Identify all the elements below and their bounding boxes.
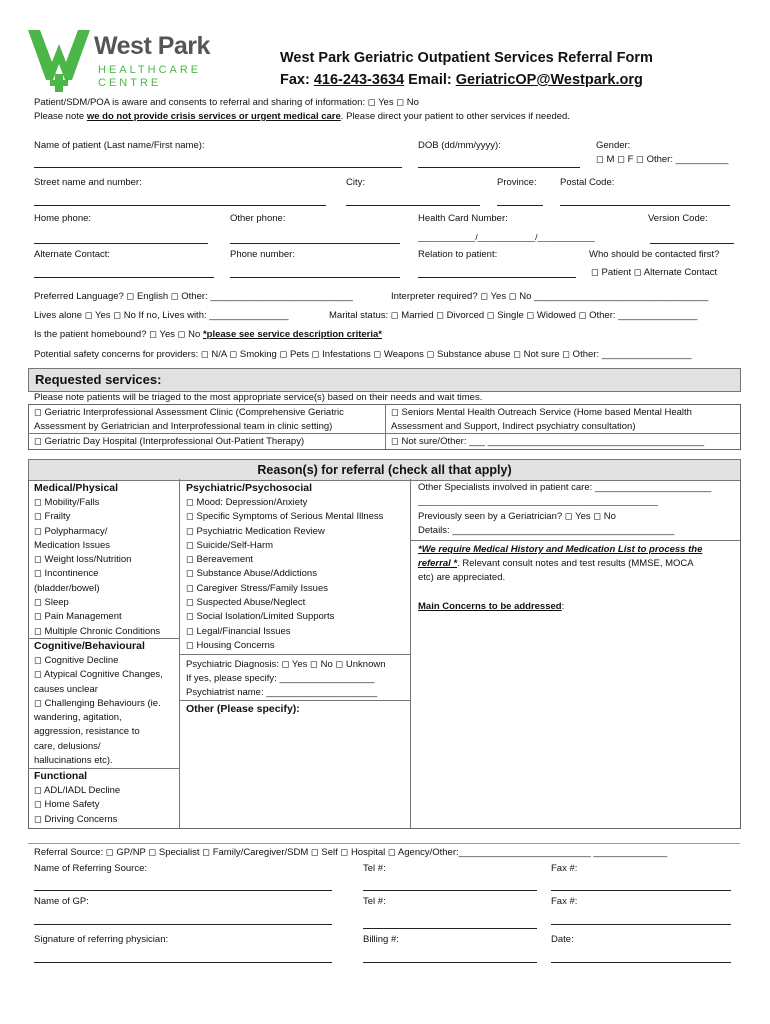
tel-field-1[interactable] bbox=[363, 890, 537, 891]
services-note: Please note patients will be triaged to the most appropriate service(s) based on their needs and wait times. bbox=[34, 392, 483, 403]
health-card-field[interactable]: ____________/____________/____________ bbox=[418, 232, 595, 242]
list-item: Medication Issues bbox=[34, 539, 111, 551]
list-item: care, delusions/ bbox=[34, 740, 101, 752]
list-item[interactable]: ◻ Legal/Financial Issues bbox=[186, 625, 291, 637]
homebound-note: *please see service description criteria* bbox=[202, 329, 382, 340]
list-item[interactable]: ◻ Substance Abuse/Addictions bbox=[186, 568, 317, 580]
email-label: Email: bbox=[404, 72, 456, 88]
version-code-label: Version Code: bbox=[648, 213, 708, 224]
gp-name-field[interactable] bbox=[34, 924, 332, 925]
reasons-header bbox=[28, 459, 741, 481]
province-field[interactable] bbox=[497, 205, 543, 206]
main-concerns-label: Main Concerns to be addressed: bbox=[418, 601, 565, 612]
requirement-referral: referral * bbox=[418, 558, 458, 569]
psych-list bbox=[186, 496, 383, 653]
medical-title: Medical/Physical bbox=[34, 482, 119, 494]
list-item[interactable]: ◻ Home Safety bbox=[34, 799, 100, 811]
list-item[interactable]: ◻ Atypical Cognitive Changes, bbox=[34, 669, 163, 681]
consent-line[interactable]: Patient/SDM/POA is aware and consents to referral and sharing of information: ◻ Yes ◻ No bbox=[34, 97, 419, 108]
list-item[interactable]: ◻ Polypharmacy/ bbox=[34, 525, 108, 537]
service-day-hospital[interactable]: ◻ Geriatric Day Hospital (Interprofessional Out-Patient Therapy) bbox=[34, 436, 305, 447]
west-park-logo-mark-icon bbox=[28, 22, 90, 92]
billing-label: Billing #: bbox=[363, 934, 399, 945]
functional-list bbox=[34, 784, 120, 827]
psych-diagnosis[interactable]: Psychiatric Diagnosis: ◻ Yes ◻ No ◻ Unknown bbox=[186, 659, 386, 670]
logo-wordmark: West Park bbox=[94, 32, 210, 60]
alternate-contact-field[interactable] bbox=[34, 277, 214, 278]
contact-line bbox=[280, 72, 643, 88]
contacted-first-label: Who should be contacted first? bbox=[589, 249, 720, 260]
list-item[interactable]: ◻ Challenging Behaviours (ie. bbox=[34, 697, 161, 709]
tel-field-2[interactable] bbox=[363, 928, 537, 929]
street-field[interactable] bbox=[34, 205, 326, 206]
relation-label: Relation to patient: bbox=[418, 249, 498, 260]
form-title: West Park Geriatric Outpatient Services Referral Form bbox=[280, 50, 653, 66]
tel-label-1: Tel #: bbox=[363, 863, 386, 874]
list-item[interactable]: ◻ ADL/IADL Decline bbox=[34, 785, 121, 796]
main-concerns-area[interactable] bbox=[418, 616, 732, 821]
signature-label: Signature of referring physician: bbox=[34, 934, 169, 945]
psych-title: Psychiatric/Psychosocial bbox=[186, 482, 313, 494]
list-item[interactable]: ◻ Weight loss/Nutrition bbox=[34, 554, 132, 566]
list-item[interactable]: ◻ Sleep bbox=[34, 597, 69, 609]
gp-name-label: Name of GP: bbox=[34, 896, 89, 907]
city-label: City: bbox=[346, 177, 365, 188]
service-seniors-mental-health[interactable]: ◻ Seniors Mental Health Outreach Service (Home based Mental Health bbox=[391, 407, 692, 418]
fax-label-1: Fax #: bbox=[551, 863, 578, 874]
billing-field[interactable] bbox=[363, 962, 537, 963]
list-item[interactable]: ◻ Specific Symptoms of Serious Mental Illness bbox=[186, 511, 384, 523]
health-card-label: Health Card Number: bbox=[418, 213, 508, 224]
alternate-contact-label: Alternate Contact: bbox=[34, 249, 111, 260]
province-label: Province: bbox=[497, 177, 537, 188]
phone-number-field[interactable] bbox=[230, 277, 400, 278]
fax-label-2: Fax #: bbox=[551, 896, 578, 907]
main-concerns-text: Main Concerns to be addressed bbox=[418, 601, 562, 612]
fax-number: 416-243-3634 bbox=[313, 72, 405, 88]
list-item[interactable]: ◻ Social Isolation/Limited Supports bbox=[186, 611, 335, 623]
city-field[interactable] bbox=[346, 205, 480, 206]
date-field[interactable] bbox=[551, 962, 731, 963]
tel-label-2: Tel #: bbox=[363, 896, 386, 907]
other-phone-label: Other phone: bbox=[230, 213, 286, 224]
patient-name-field[interactable] bbox=[34, 167, 402, 168]
patient-name-label: Name of patient (Last name/First name): bbox=[34, 140, 205, 151]
list-item[interactable]: ◻ Driving Concerns bbox=[34, 813, 118, 825]
other-specialists[interactable]: Other Specialists involved in patient care: ______________________ bbox=[418, 482, 712, 493]
cognitive-title: Cognitive/Behavioural bbox=[34, 640, 145, 652]
other-phone-field[interactable] bbox=[230, 243, 400, 244]
date-label: Date: bbox=[551, 934, 574, 945]
psych-diagnosis-specify[interactable]: If yes, please specify: __________________ bbox=[186, 673, 375, 684]
list-item[interactable]: ◻ Psychiatric Medication Review bbox=[186, 525, 325, 537]
other-specify-title: Other (Please specify): bbox=[186, 703, 300, 715]
requirement-note-2 bbox=[418, 558, 694, 569]
list-item[interactable]: ◻ Suicide/Self-Harm bbox=[186, 539, 274, 551]
relation-field[interactable] bbox=[418, 277, 576, 278]
other-specialists-line[interactable]: ____________________________________________________ bbox=[418, 496, 658, 506]
medical-list bbox=[34, 496, 160, 639]
list-item: hallucinations etc). bbox=[34, 755, 113, 767]
list-item: (bladder/bowel) bbox=[34, 582, 100, 594]
street-label: Street name and number: bbox=[34, 177, 142, 188]
requirement-note-1: *We require Medical History and Medication List to process the bbox=[418, 544, 703, 555]
service-seniors-mental-health-desc: Assessment and Support, Indirect psychiatry consultation) bbox=[391, 421, 636, 432]
service-giac[interactable]: ◻ Geriatric Interprofessional Assessment Clinic (Comprehensive Geriatric bbox=[34, 407, 344, 418]
gender-options[interactable]: ◻ M ◻ F ◻ Other: __________ bbox=[596, 154, 729, 165]
list-item[interactable]: ◻ Mobility/Falls bbox=[34, 497, 100, 508]
list-item[interactable]: ◻ Suspected Abuse/Neglect bbox=[186, 597, 306, 609]
previously-seen-geriatrician[interactable]: Previously seen by a Geriatrician? ◻ Yes ◻ No bbox=[418, 511, 616, 522]
requested-services-header bbox=[28, 368, 741, 392]
interpreter-required[interactable]: Interpreter required? ◻ Yes ◻ No _________________________________ bbox=[391, 291, 709, 302]
lives-alone[interactable]: Lives alone ◻ Yes ◻ No If no, Lives with: _______________ bbox=[34, 310, 289, 321]
list-item: aggression, resistance to bbox=[34, 726, 140, 738]
list-item[interactable]: ◻ Mood: Depression/Anxiety bbox=[186, 497, 308, 508]
preferred-language[interactable]: Preferred Language? ◻ English ◻ Other: ___________________________ bbox=[34, 291, 353, 302]
version-code-field[interactable] bbox=[650, 243, 734, 244]
contacted-first-options[interactable]: ◻ Patient ◻ Alternate Contact bbox=[591, 267, 718, 278]
list-item: causes unclear bbox=[34, 683, 98, 695]
list-item[interactable]: ◻ Incontinence bbox=[34, 568, 99, 580]
postal-field[interactable] bbox=[560, 205, 730, 206]
list-item[interactable]: ◻ Pain Management bbox=[34, 611, 122, 623]
referring-source-field[interactable] bbox=[34, 890, 332, 891]
geriatrician-details[interactable]: Details: __________________________________________ bbox=[418, 525, 675, 536]
notice-line bbox=[34, 111, 570, 122]
list-item[interactable]: ◻ Caregiver Stress/Family Issues bbox=[186, 582, 328, 594]
home-phone-field[interactable] bbox=[34, 243, 208, 244]
dob-label: DOB (dd/mm/yyyy): bbox=[418, 140, 501, 151]
postal-label: Postal Code: bbox=[560, 177, 615, 188]
list-item[interactable]: ◻ Multiple Chronic Conditions bbox=[34, 625, 161, 637]
list-item[interactable]: ◻ Bereavement bbox=[186, 554, 254, 566]
signature-field[interactable] bbox=[34, 962, 332, 963]
homebound-question: Is the patient homebound? ◻ Yes ◻ No bbox=[34, 329, 203, 340]
reasons-title: Reason(s) for referral (check all that apply) bbox=[257, 463, 512, 477]
fax-label: Fax: bbox=[280, 72, 314, 88]
notice-emphasis: we do not provide crisis services or urgent medical care bbox=[86, 111, 341, 122]
psychiatrist-name[interactable]: Psychiatrist name: _____________________ bbox=[186, 687, 378, 698]
homebound[interactable] bbox=[34, 329, 382, 340]
referral-source[interactable]: Referral Source: ◻ GP/NP ◻ Specialist ◻ Family/Caregiver/SDM ◻ Self ◻ Hospital ◻ Agency/Other:_________________________ ______________ bbox=[34, 847, 668, 858]
dob-field[interactable] bbox=[418, 167, 580, 168]
list-item[interactable]: ◻ Frailty bbox=[34, 511, 71, 523]
notice-pre: Please note bbox=[34, 111, 87, 122]
email-link[interactable]: GeriatricOP@Westpark.org bbox=[455, 72, 643, 88]
phone-number-label: Phone number: bbox=[230, 249, 295, 260]
list-item[interactable]: ◻ Cognitive Decline bbox=[34, 655, 119, 666]
logo-subtitle-1: HEALTHCARE bbox=[98, 64, 202, 76]
logo-subtitle-2: CENTRE bbox=[98, 77, 162, 89]
west-park-logo bbox=[28, 22, 228, 92]
fax-field-2[interactable] bbox=[551, 924, 731, 925]
requirement-detail: . Relevant consult notes and test results (MMSE, MOCA bbox=[457, 558, 694, 569]
service-not-sure[interactable]: ◻ Not sure/Other: ___ _________________________________________ bbox=[391, 436, 705, 447]
list-item[interactable]: ◻ Housing Concerns bbox=[186, 639, 275, 651]
marital-status[interactable]: Marital status: ◻ Married ◻ Divorced ◻ Single ◻ Widowed ◻ Other: _______________ bbox=[329, 310, 698, 321]
functional-title: Functional bbox=[34, 770, 88, 782]
safety-concerns[interactable]: Potential safety concerns for providers: ◻ N/A ◻ Smoking ◻ Pets ◻ Infestations ◻ Weapons ◻ Substance abuse ◻ Not sure ◻ Other: _________________ bbox=[34, 349, 692, 360]
service-giac-desc: Assessment by Geriatrician and Interprofessional team in clinic setting) bbox=[34, 421, 333, 432]
fax-field-1[interactable] bbox=[551, 890, 731, 891]
home-phone-label: Home phone: bbox=[34, 213, 92, 224]
gender-label: Gender: bbox=[596, 140, 631, 151]
list-item: wandering, agitation, bbox=[34, 712, 122, 724]
referring-source-label: Name of Referring Source: bbox=[34, 863, 147, 874]
cognitive-list bbox=[34, 654, 163, 768]
requested-services-title: Requested services: bbox=[35, 372, 162, 387]
requirement-note-3: etc) are appreciated. bbox=[418, 572, 506, 583]
notice-post: . Please direct your patient to other services if needed. bbox=[340, 111, 570, 122]
